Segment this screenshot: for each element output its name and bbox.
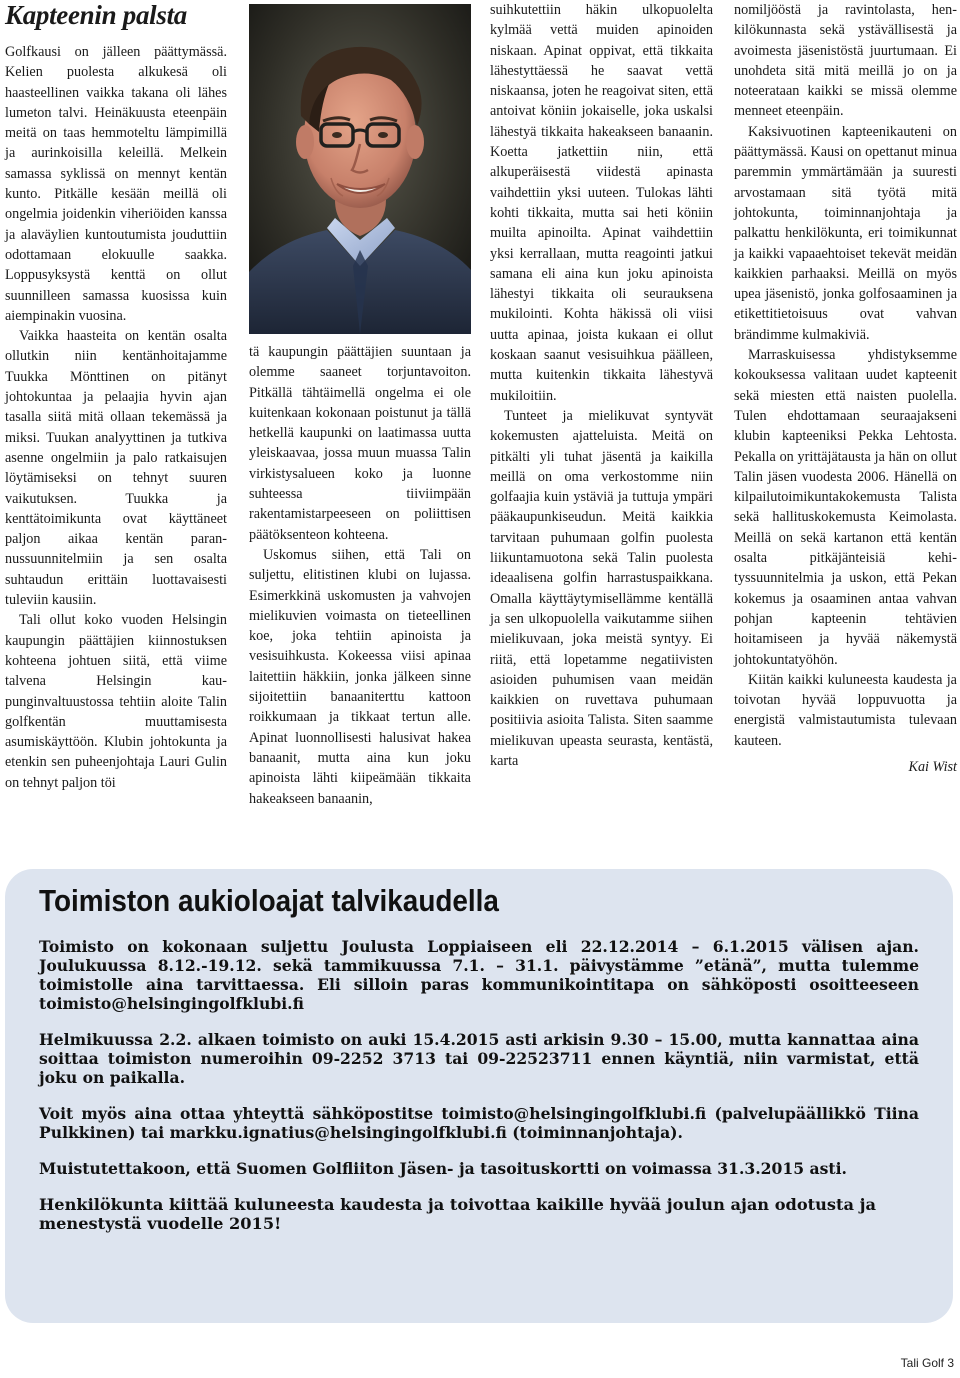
- article-paragraph: Vaikka haasteita on kentän osalta ollutkin niin kentänhoitajamme Tuukka Mönttinen on pitänyt johtokuntaa ja pelaajia hyvin ajan tasalla siitä mitä ollaan tekemässä ja miksi. Tuukan analyyttinen ja tutkiva asenne ongelmiin ja palo ratkaisujen löytämiseksi on tehnyt suuren vaikutuksen. Tuukka ja kenttätoimikunta ovat käyttäneet paljon aikaa kentän parannussuunnitelmiin ja sen osalta suhtaudun erittäin luottavaisesti tuleviin kausiin.: [5, 328, 227, 609]
- page-footer: Tali Golf 3: [900, 1356, 954, 1370]
- article-paragraph: Marraskuisessa yhdistyksemme kokouksessa valitaan uudet kapteenit sekä miesten että naisten puolella. Tulen ehdottamaan seuraajakseni klubin kapteeniksi Pekka Lehtosta. Pekalla on yrittäjätausta ja hän on ollut Talin jäsen vuodesta 2006. Hänellä on kilpailutoimikuntakokemusta Talista sekä hallituskokemusta Keimolasta. Meillä on sekä kartanon että kentän osalta pitkäjänteisiä kehityssuunnitelmia ja uskon, että Pekan kokemus ja osaaminen antaa vahvan pohjan kapteenin tehtävien hoitamiseen ja hyvää näkemystä johtokuntatyöhön.: [734, 347, 957, 668]
- article-paragraph: Golfkausi on jälleen päättymässä. Kelien puolesta alkukesä oli haasteellinen vaikka takana oli lähes lumeton talvi. Heinäkuusta eteenpäin meitä on taas hemmoteltu lämpimillä ja aurinkoisilla keleillä. Melkein samassa syklissä on mennyt kentän kunto. Pitkälle kesään meillä oli ongelmia joidenkin viheriöiden kanssa ja alaväylien kuntoutumista jouduttiin odottamaan elokuulle saakka. Loppusyksystä kenttä on ollut suunnilleen samassa kuosissa kuin aiempinakin vuosina.: [5, 44, 227, 324]
- office-hours-box: [5, 869, 953, 1323]
- portrait-photo: [249, 4, 471, 334]
- article-paragraph: Tunteet ja mielikuvat syntyvät kokemusten ajatteluista. Meitä on pitkälti yli tuhat jäsentä ja kaikilla meillä on oma verkostomme niin golfaajia kuin ystäviä ja tuttuja ympäri pääkaupunkiseudun. Meitä kaikkia tarvitaan puhumaan golfin puolesta liikuntamuotona sekä Talin puolesta ideaalisena golfin harrastuspaikkana. Omalla käyttäytymisellämme kentällä ja sen ulkopuolella vaikutamme siihen mielikuvaan, joka meistä syntyy. Ei riitä, että lopetamme negatiivisten asioiden puhumisen vaan meidän kaikkien on ruvettava puhumaan positiivia asioita Talista. Siten saamme mielikuvan upeasta seurasta, kentästä, karta: [490, 407, 713, 769]
- info-paragraph: Helmikuussa 2.2. alkaen toimisto on auki 15.4.2015 asti arkisin 9.30 – 15.00, mutta kannattaa aina soittaa toimiston numeroihin 09-2252 3713 tai 09-22523711 ennen käyntiä, niin varmistat, että joku on paikalla.: [39, 1030, 919, 1087]
- article-paragraph: Tali ollut koko vuoden Helsingin kaupungin päättäjien kiinnostuksen kohteena johtuen siitä, että viime talvena Helsingin kaupunginvaltuustossa tehtiin aloite Talin golfkentän muuttamisesta asumiskäyttöön. Klubin johtokunta ja etenkin sen puheenjohtaja Lauri Gulin on tehnyt paljon töi: [5, 612, 227, 791]
- article-paragraph: suihkutettiin häkin ulkopuolelta kylmää vettä muiden apinoiden niskaan. Apinat oppivat, että tikkaita lähestyttäessä he saavat vettä niskaansa, joten he reagoivat siten, että antoivat köniin jokaiselle, joka uskalsi lähestyä tikkaita hakeakseen banaanin. Koetta jatkettiin niin, että alkuperäisestä viidestä apinasta vaihdettiin yksi uuteen. Tulokas lähti kohti tikkaita, mutta sai heti köniin muilta apinoilta. Apinat vaihdettiin yksi kerrallaan, mutta reagointi jatkui samana eli aina kun joku apinoista lähestyi tikkaita oli seurauksena mukilointi. Kohta häkissä oli viisi uutta apinaa, joista kukaan ei ollut koskaan saanut vesisuihkua päälleen, mutta kuitenkin tikkaita lähestyvä mukiloitiin.: [490, 2, 713, 404]
- article-column-2: [249, 342, 471, 809]
- info-paragraph: Muistutettakoon, että Suomen Golfliiton Jäsen- ja tasoituskortti on voimassa 31.3.2015 asti.: [39, 1159, 847, 1178]
- article-column-4: [734, 0, 957, 777]
- info-paragraph: Voit myös aina ottaa yhteyttä sähköpostitse toimisto@helsingingolfklubi.fi (palvelupäällikkö Tiina Pulkkinen) tai markku.ignatius@helsingingolfklubi.fi (toiminnanjohtaja).: [39, 1104, 919, 1142]
- article-paragraph: Kiitän kaikki kuluneesta kaudesta ja toivotan hyvää loppuvuotta ja energistä valmistautumista tulevaan kauteen.: [734, 671, 957, 749]
- article-paragraph: Uskomus siihen, että Tali on suljettu, elitistinen klubi on lujassa. Esimerkkinä uskomusten ja vahvojen mielikuvien voimasta on tieteellinen koe, joka tehtiin apinoista ja vesisuihkusta. Kokeessa viisi apinaa laitettiin häkkiin, jonka jälkeen sinne sijoitettiin banaaniterttu kattoon roikkumaan ja tikkaat tertun alle. Apinat luonnollisesti halusivat hakea banaanit, mutta aina kun joku apinoista lähti kiipeämään tikkaita hakeakseen banaanin,: [249, 546, 471, 807]
- office-hours-title: Toimiston aukioloajat talvikaudella: [39, 883, 499, 918]
- article-column-3: [490, 0, 713, 771]
- info-paragraph: Toimisto on kokonaan suljettu Joulusta Loppiaiseen eli 22.12.2014 – 6.1.2015 välisen ajan. Joulukuussa 8.12.-19.12. sekä tammikuussa 7.1. – 31.1. päivystämme ”etänä”, mutta tulemme toimistolle aina tarvittaessa. Eli silloin paras kommunikointitapa on sähköposti osoitteeseen toimisto@helsingingolfklubi.fi: [39, 937, 919, 1013]
- info-paragraph: Henkilökunta kiittää kuluneesta kaudesta ja toivottaa kaikille hyvää joulun ajan odotusta ja menestystä vuodelle 2015!: [39, 1195, 876, 1233]
- article-column-1: [5, 0, 227, 793]
- article-paragraph: nomiljööstä ja ravintolasta, henkilökunnasta sekä ystävällisestä ja avoimesta jäsenistöstä juurtumaan. Ei unohdeta sitä mitä meillä jo on ja noteerataan kaikki se missä olemme menneet eteenpäin.: [734, 2, 957, 120]
- article-paragraph: tä kaupungin päättäjien suuntaan ja olemme saaneet torjuntavoiton. Pitkällä tähtäimellä ongelma ei ole kuitenkaan kokonaan poistunut ja tällä hetkellä kaupunki on laatimassa uutta yleiskaavaa, jossa muun muassa Talin virkistysalueen koko ja luonne suhteessa tiiviimpään rakentamistarpeeseen on poliittisen päätöksenteon kohteena.: [249, 344, 471, 543]
- article-paragraph: Kaksivuotinen kapteenikauteni on päättymässä. Kausi on opettanut minua paremmin ymmärtämään ja suuresti arvostamaan sitä työtä mitä johtokunta, toiminnanjohtaja ja palkattu henkilökunta, eri toimikunnat ja kaikki vapaaehtoiset tekevät meidän kaikkien parhaaksi. Meillä on myös upea jäsenistö, jonka golfosaaminen ja etikettitietoisuus ovat vahvan brändimme kulmakiviä.: [734, 123, 957, 343]
- article-title: Kapteenin palsta: [5, 0, 187, 30]
- author-signature: Kai Wist: [908, 758, 957, 775]
